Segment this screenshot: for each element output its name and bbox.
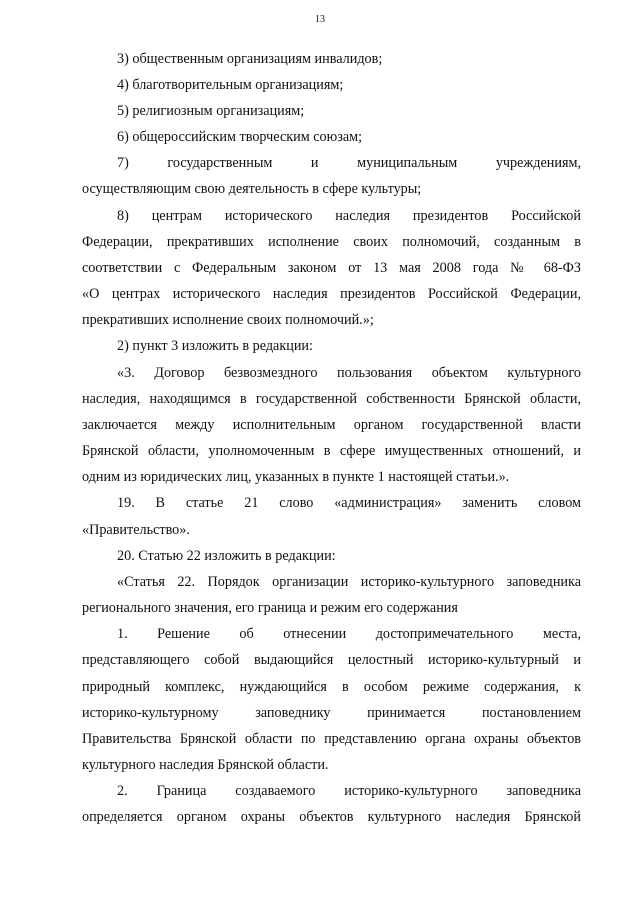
text-line: осуществляющим свою деятельность в сфере культуры; [82,181,422,197]
text-line: Федерации, прекративших исполнение своих полномочий, созданным в [82,234,581,250]
text-line: 19. В статье 21 слово «администрация» заменить словом [117,495,581,511]
text-line: «3. Договор безвозмездного пользования объектом культурного [117,365,581,381]
text-line: наследия, находящимся в государственной собственности Брянской области, [82,391,581,407]
text-line: регионального значения, его граница и режим его содержания [82,600,458,616]
text-line: 2) пункт 3 изложить в редакции: [117,338,313,354]
page-number: 13 [315,14,325,25]
text-line: 20. Статью 22 изложить в редакции: [117,548,336,564]
text-line: 5) религиозным организациям; [117,103,305,119]
text-line: Правительства Брянской области по представлению органа охраны объектов [82,731,581,747]
text-line: природный комплекс, нуждающийся в особом режиме содержания, к [82,679,581,695]
text-line: одним из юридических лиц, указанных в пункте 1 настоящей статьи.». [82,469,510,485]
text-line: «О центрах исторического наследия президентов Российской Федерации, [82,286,581,302]
text-line: 8) центрам исторического наследия президентов Российской [117,208,581,224]
text-line: 7) государственным и муниципальным учреждениям, [117,155,581,171]
text-line: «Правительство». [82,522,190,538]
text-line: определяется органом охраны объектов культурного наследия Брянской [82,809,581,825]
text-line: 1. Решение об отнесении достопримечательного места, [117,626,581,642]
text-line: 4) благотворительным организациям; [117,77,344,93]
text-line: представляющего собой выдающийся целостный историко-культурный и [82,652,581,668]
text-line: 3) общественным организациям инвалидов; [117,51,383,67]
text-line: заключается между исполнительным органом государственной власти [82,417,581,433]
text-line: историко-культурному заповеднику принимается постановлением [82,705,581,721]
text-line: соответствии с Федеральным законом от 13 мая 2008 года № 68-ФЗ [82,260,581,276]
text-line: прекративших исполнение своих полномочий.»; [82,312,374,328]
text-line: 6) общероссийским творческим союзам; [117,129,363,145]
text-line: Брянской области, уполномоченным в сфере имущественных отношений, и [82,443,581,459]
text-line: «Статья 22. Порядок организации историко-культурного заповедника [117,574,581,590]
text-line: 2. Граница создаваемого историко-культурного заповедника [117,783,581,799]
text-line: культурного наследия Брянской области. [82,757,329,773]
